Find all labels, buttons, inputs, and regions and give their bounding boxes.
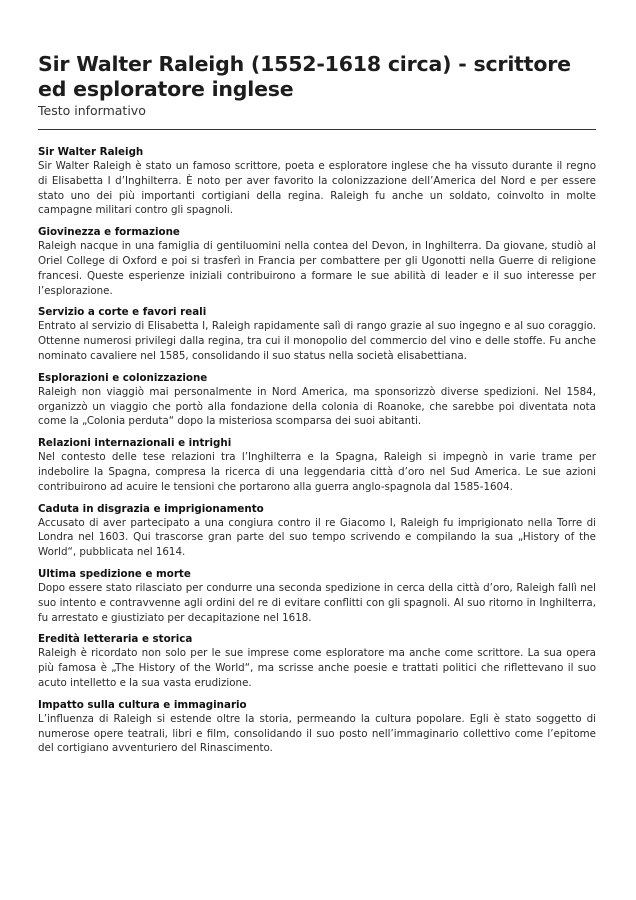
- content: [38, 145, 596, 756]
- page-subtitle: Testo informativo: [38, 103, 146, 118]
- section-body: Entrato al servizio di Elisabetta I, Raleigh rapidamente salì di rango grazie al suo ingegno e al suo coraggio. Ottenne numerosi privilegi dalla regina, tra cui il monopolio del commercio del vino e delle stoffe. Fu anche nominato cavaliere nel 1585, consolidando il suo status nella società elisabettiana.: [38, 320, 596, 362]
- section-heading: Caduta in disgrazia e imprigionamento: [38, 502, 264, 515]
- section-ultima-spedizione: [38, 567, 596, 625]
- section-heading: Impatto sulla cultura e immaginario: [38, 698, 247, 711]
- section-body: Dopo essere stato rilasciato per condurre una seconda spedizione in cerca della città d’oro, Raleigh fallì nel suo intento e contravvenne agli ordini del re di evitare conflitti con gli spagnoli. Al suo ritorno in Inghilterra, fu arrestato e giustiziato per decapitazione nel 1618.: [38, 581, 596, 624]
- section-heading: Eredità letteraria e storica: [38, 633, 193, 646]
- section-heading: Sir Walter Raleigh: [38, 146, 144, 158]
- section-heading: Esplorazioni e colonizzazione: [38, 371, 208, 384]
- section-body: Raleigh nacque in una famiglia di gentiluomini nella contea del Devon, in Inghilterra. Da giovane, studiò al Oriel College di Oxford e poi si trasferì in Francia per combattere per gli Ugonotti nella Guerre di religione francesi. Queste esperienze iniziali contribuirono a formare le sue abilità di leader e il suo interesse per l’esplorazione.: [38, 240, 596, 297]
- page-title: Sir Walter Raleigh (1552-1618 circa) - scrittore ed esploratore inglese: [38, 52, 571, 101]
- section-heading: Giovinezza e formazione: [38, 226, 180, 239]
- section-sir-walter-raleigh: [38, 145, 596, 218]
- section-giovinezza: [38, 225, 596, 298]
- section-body: Sir Walter Raleigh è stato un famoso scrittore, poeta e esploratore inglese che ha vissuto durante il regno di Elisabetta I d’Inghilterra. È noto per aver favorito la colonizzazione dell’America del Nord e per essere stato uno dei più importanti cortigiani della regina. Raleigh fu anche un soldato, coinvolto in molte campagne militari contro gli spagnoli.: [38, 160, 596, 217]
- title-divider: [38, 129, 596, 130]
- section-esplorazioni: [38, 371, 596, 429]
- section-impatto-culturale: [38, 698, 596, 756]
- section-caduta-in-disgrazia: [38, 502, 596, 560]
- section-body: L’influenza di Raleigh si estende oltre la storia, permeando la cultura popolare. Egli è stato soggetto di numerose opere teatrali, libri e film, consolidando il suo posto nell’immaginario collettivo come l’epitome del cortigiano avventuriero del Rinascimento.: [38, 712, 596, 755]
- section-heading: Servizio a corte e favori reali: [38, 306, 207, 319]
- section-body: Raleigh è ricordato non solo per le sue imprese come esploratore ma anche come scrittore. La sua opera più famosa è „The History of the World“, ma scrisse anche poesie e trattati politici che riflettevano il suo acuto intelletto e la sua vasta erudizione.: [38, 647, 596, 689]
- section-body: Accusato di aver partecipato a una congiura contro il re Giacomo I, Raleigh fu imprigionato nella Torre di Londra nel 1603. Qui trascorse gran parte del suo tempo scrivendo e compilando la sua „History of the World“, pubblicata nel 1614.: [38, 516, 596, 559]
- section-body: Raleigh non viaggiò mai personalmente in Nord America, ma sponsorizzò diverse spedizioni. Nel 1584, organizzò un viaggio che portò alla fondazione della colonia di Roanoke, che sarebbe poi diventata nota come la „Colonia perduta“ dopo la misteriosa scomparsa dei suoi abitanti.: [38, 385, 596, 428]
- section-eredita-letteraria: [38, 632, 596, 690]
- section-relazioni-internazionali: [38, 436, 596, 494]
- section-servizio-a-corte: [38, 305, 596, 363]
- section-body: Nel contesto delle tese relazioni tra l’Inghilterra e la Spagna, Raleigh si impegnò in varie trame per indebolire la Spagna, compresa la ricerca di una leggendaria città d’oro nel Sud America. Le sue azioni contribuirono ad acuire le tensioni che portarono alla guerra anglo-spagnola dal 1585-1604.: [38, 451, 596, 493]
- section-heading: Ultima spedizione e morte: [38, 567, 191, 580]
- section-heading: Relazioni internazionali e intrighi: [38, 437, 232, 450]
